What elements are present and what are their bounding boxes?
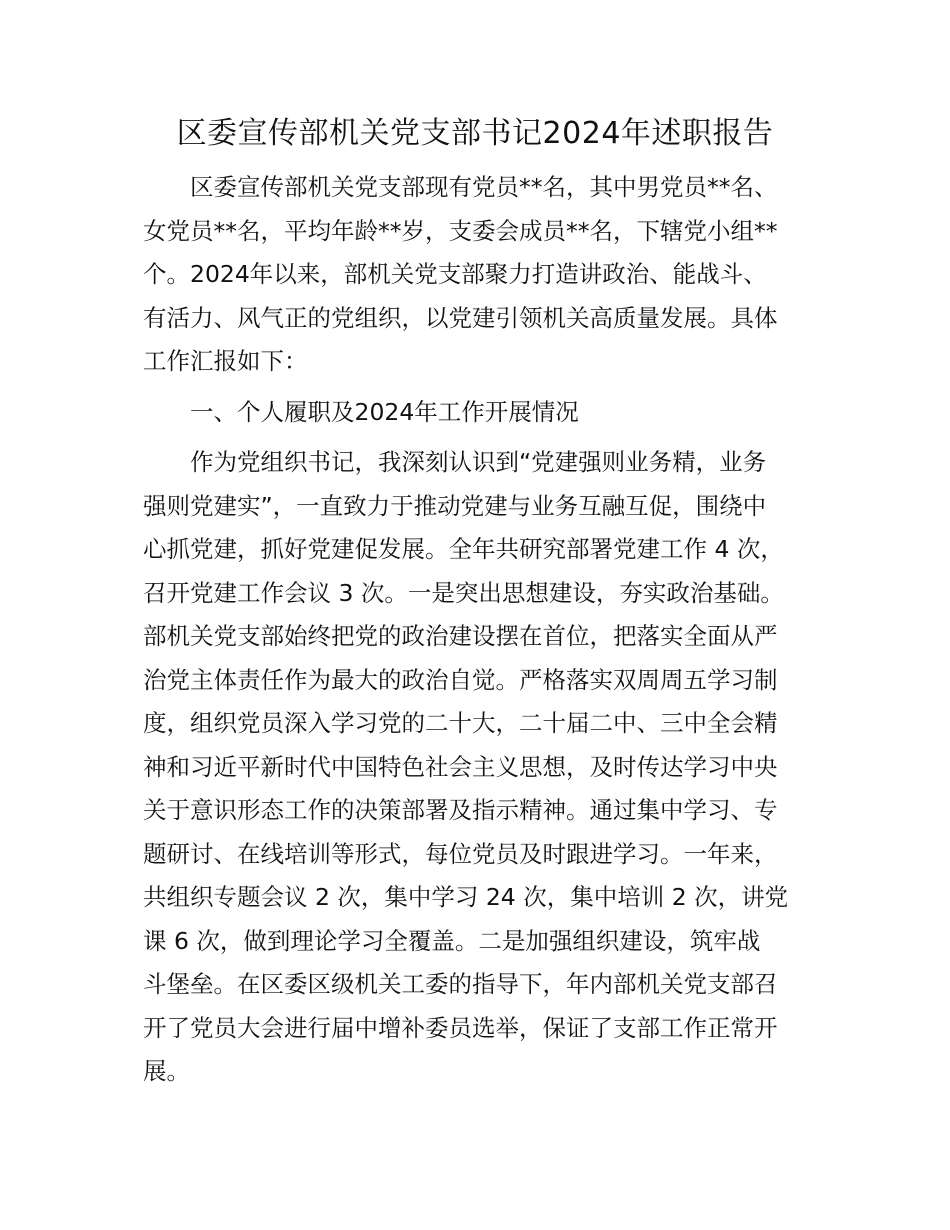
- text-line: 关于意识形态工作的决策部署及指示精神。通过集中学习、专: [143, 796, 778, 824]
- text-line: 个。2024年以来，部机关党支部聚力打造讲政治、能战斗、: [143, 260, 767, 288]
- text-line: 女党员**名，平均年龄**岁，支委会成员**名，下辖党小组**: [143, 216, 778, 245]
- section-heading: 一、个人履职及2024年工作开展情况: [190, 397, 579, 426]
- section-heading-1: [143, 391, 833, 435]
- text-line: 开了党员大会进行届中增补委员选举，保证了支部工作正常开: [143, 1013, 778, 1042]
- text-line: 共组织专题会议 2 次，集中学习 24 次，集中培训 2 次，讲党: [143, 883, 789, 911]
- text-line: 部机关党支部始终把党的政治建设摆在首位，把落实全面从严: [143, 622, 778, 650]
- text-line: 题研讨、在线培训等形式，每位党员及时跟进学习。一年来，: [143, 839, 778, 868]
- document-body: [143, 166, 833, 1094]
- text-line: 区委宣传部机关党支部现有党员**名，其中男党员**名、: [190, 173, 778, 201]
- text-line: 课 6 次，做到理论学习全覆盖。二是加强组织建设，筑牢战: [143, 926, 761, 955]
- text-line: 斗堡垒。在区委区级机关工委的指导下，年内部机关党支部召: [143, 970, 778, 998]
- paragraph-intro: [143, 166, 833, 384]
- text-line: 度，组织党员深入学习党的二十大，二十届二中、三中全会精: [143, 709, 778, 737]
- text-line: 强则党建实”，一直致力于推动党建与业务互融互促，围绕中: [143, 491, 767, 520]
- text-line: 作为党组织书记，我深刻认识到“党建强则业务精，业务: [190, 448, 767, 476]
- text-line: 有活力、风气正的党组织，以党建引领机关高质量发展。具体: [143, 303, 778, 332]
- text-line: 工作汇报如下：: [143, 347, 308, 375]
- document-title: 区委宣传部机关党支部书记2024年述职报告: [176, 116, 774, 151]
- text-line: 召开党建工作会议 3 次。一是突出思想建设，夯实政治基础。: [143, 578, 784, 607]
- text-line: 神和习近平新时代中国特色社会主义思想，及时传达学习中央: [143, 752, 778, 781]
- paragraph-section-1-body: [143, 441, 833, 1094]
- text-line: 治党主体责任作为最大的政治自觉。严格落实双周周五学习制: [143, 665, 778, 694]
- text-line: 展。: [143, 1057, 190, 1085]
- text-line: 心抓党建，抓好党建促发展。全年共研究部署党建工作 4 次，: [143, 535, 784, 563]
